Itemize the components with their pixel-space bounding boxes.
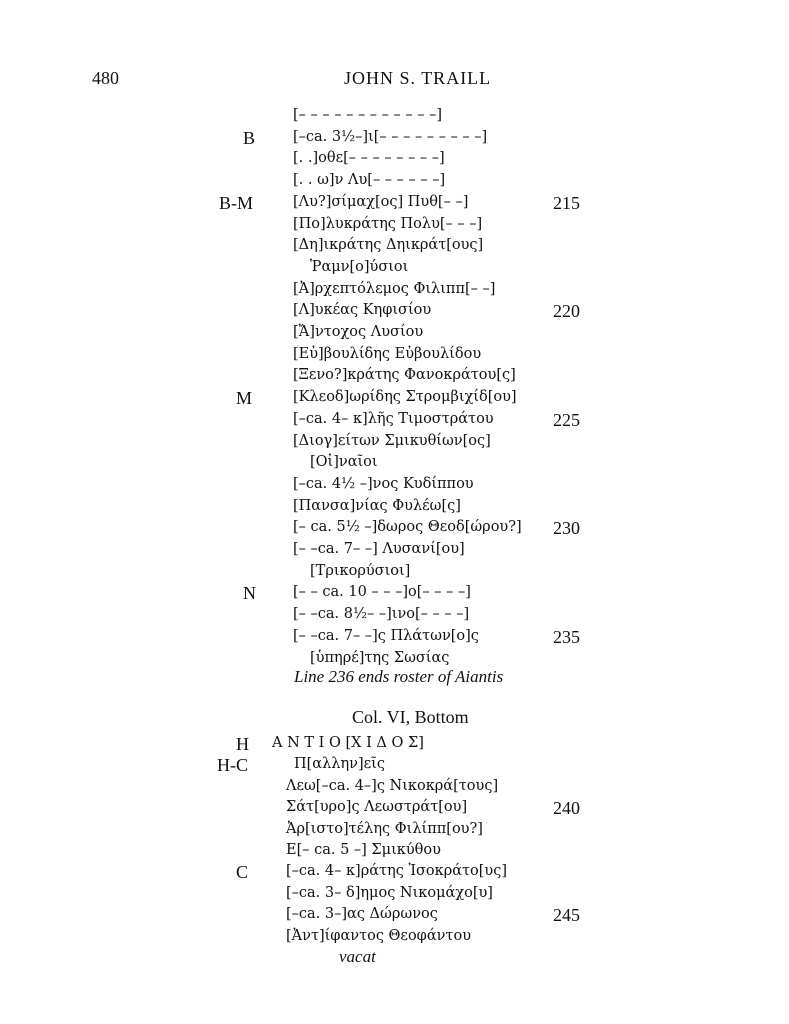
line-label: B (243, 127, 256, 148)
line-label: M (236, 388, 253, 409)
inscription-line (0, 323, 789, 345)
inscription-line (0, 755, 789, 777)
inscription-line (0, 798, 789, 820)
line-text: Ε[– ca. 5 –] Σμικύθου (286, 842, 441, 858)
line-text: [Ἀ]ρχεπτόλεμος Φιλιππ[– –] (293, 280, 496, 297)
inscription-line (0, 236, 789, 258)
line-number: 220 (553, 301, 580, 322)
inscription-line (0, 171, 789, 193)
line-text: [–ca. 3– δ]ημος Νικομάχο[υ] (286, 884, 493, 901)
inscription-line (0, 128, 789, 150)
line-text: [Ἄ]ντοχος Λυσίου (293, 324, 424, 340)
line-text: Σάτ[υρο]ς Λεωστράτ[ου] (286, 799, 468, 816)
line-text: [–ca. 4– κ]ράτης Ἰσοκράτο[υς] (286, 863, 508, 880)
line-text: Α Ν Τ Ι Ο [Χ Ι Δ Ο Σ] (272, 735, 424, 751)
inscription-line (0, 280, 789, 302)
inscription-line (0, 475, 789, 497)
inscription-line (0, 777, 789, 799)
line-text: [. . ω]ν Λυ[– – – – – –] (293, 172, 446, 189)
inscription-line (0, 884, 789, 906)
line-text: [Πανσα]νίας Φυλέω[ς] (293, 497, 461, 514)
line-text: [Εὐ]βουλίδης Εὐβουλίδου (293, 345, 482, 362)
inscription-line (0, 301, 789, 323)
inscription-line (0, 562, 789, 584)
inscription-line (0, 540, 789, 562)
line-text: [– –ca. 7– –]ς Πλάτων[ο]ς (293, 627, 479, 644)
line-label: C (236, 862, 249, 883)
inscription-line (0, 149, 789, 171)
vacat-note: vacat (339, 947, 376, 966)
column-heading: Col. VI, Bottom (352, 707, 469, 727)
inscription-line (0, 605, 789, 627)
line-number: 230 (553, 518, 580, 539)
line-number: 215 (553, 192, 580, 213)
line-text: [–ca. 3½–]ι[– – – – – – – – –] (293, 128, 488, 145)
inscription-line (0, 820, 789, 842)
inscription-line (0, 453, 789, 475)
inscription-line (0, 583, 789, 605)
inscription-line (0, 518, 789, 540)
line-text: [– – ca. 10 – – –]ο[– – – –] (293, 584, 471, 601)
line-text: [Πο]λυκράτης Πολυ[– – –] (293, 215, 483, 232)
line-text: [Διογ]είτων Σμικυθίων[ος] (293, 432, 491, 449)
line-text: Ῥαμν[ο]ύσιοι (310, 258, 409, 275)
line-text: Π[αλλην]εῖς (294, 756, 385, 773)
inscription-line (0, 258, 789, 280)
running-header-author: JOHN S. TRAILL (344, 68, 492, 88)
line-text: [Κλεοδ]ωρίδης Στρομβιχίδ[ου] (293, 389, 517, 406)
line-text: [– –ca. 8½– –]ινο[– – – –] (293, 606, 470, 623)
inscription-line (0, 497, 789, 519)
inscription-line (0, 627, 789, 649)
inscription-line (0, 410, 789, 432)
inscription-line (0, 106, 789, 128)
line-text: [ὑπηρέ]της Σωσίας (310, 649, 450, 666)
line-text: [Λ]υκέας Κηφισίου (293, 302, 432, 319)
line-number: 240 (553, 798, 580, 819)
line-text: Ἀρ[ιστο]τέλης Φιλίππ[ου?] (286, 820, 483, 837)
line-text: [Ξενο?]κράτης Φανοκράτου[ς] (293, 367, 516, 384)
line-label: H-C (217, 755, 248, 776)
inscription-line (0, 927, 789, 949)
line-text: [Ἀντ]ίφαντος Θεοφάντου (286, 927, 472, 944)
inscription-line (0, 841, 789, 863)
line-text: Λεω[–ca. 4–]ς Νικοκρά[τους] (286, 777, 499, 794)
line-text: [. .]οθε[– – – – – – – –] (293, 150, 445, 167)
inscription-line (0, 193, 789, 215)
line-number: 235 (553, 626, 580, 647)
roster-note: Line 236 ends roster of Aiantis (294, 667, 504, 686)
line-text: [–ca. 3–]ας Δώρωνος (286, 906, 438, 923)
line-label: H (236, 734, 249, 754)
line-text: [Τρικορύσιοι] (310, 562, 411, 579)
line-label: N (243, 583, 256, 604)
line-number: 225 (553, 409, 580, 430)
line-label: B-M (219, 192, 254, 213)
line-text: [Λυ?]σίμαχ[ος] Πυθ[– –] (293, 193, 469, 210)
page-number: 480 (92, 68, 119, 88)
inscription-line (0, 345, 789, 367)
inscription-line (0, 432, 789, 454)
line-text: [Δη]ικράτης Δηικράτ[ους] (293, 237, 484, 254)
inscription-line (0, 366, 789, 388)
inscription-line (0, 862, 789, 884)
inscription-line (0, 215, 789, 237)
line-text: [–ca. 4½ –]νος Κυδίππου (293, 475, 474, 492)
line-text: [– ca. 5½ –]δωρος Θεοδ[ώρου?] (293, 519, 522, 536)
line-text: [Οἰ]ναῖοι (310, 454, 378, 471)
inscription-line (0, 734, 789, 756)
inscription-line (0, 905, 789, 927)
line-text: [– – – – – – – – – – – –] (293, 107, 443, 123)
inscription-line (0, 388, 789, 410)
line-number: 245 (553, 905, 580, 926)
line-text: [– –ca. 7– –] Λυσανί[ου] (293, 541, 465, 557)
line-text: [–ca. 4– κ]λῆς Τιμοστράτου (293, 410, 494, 427)
